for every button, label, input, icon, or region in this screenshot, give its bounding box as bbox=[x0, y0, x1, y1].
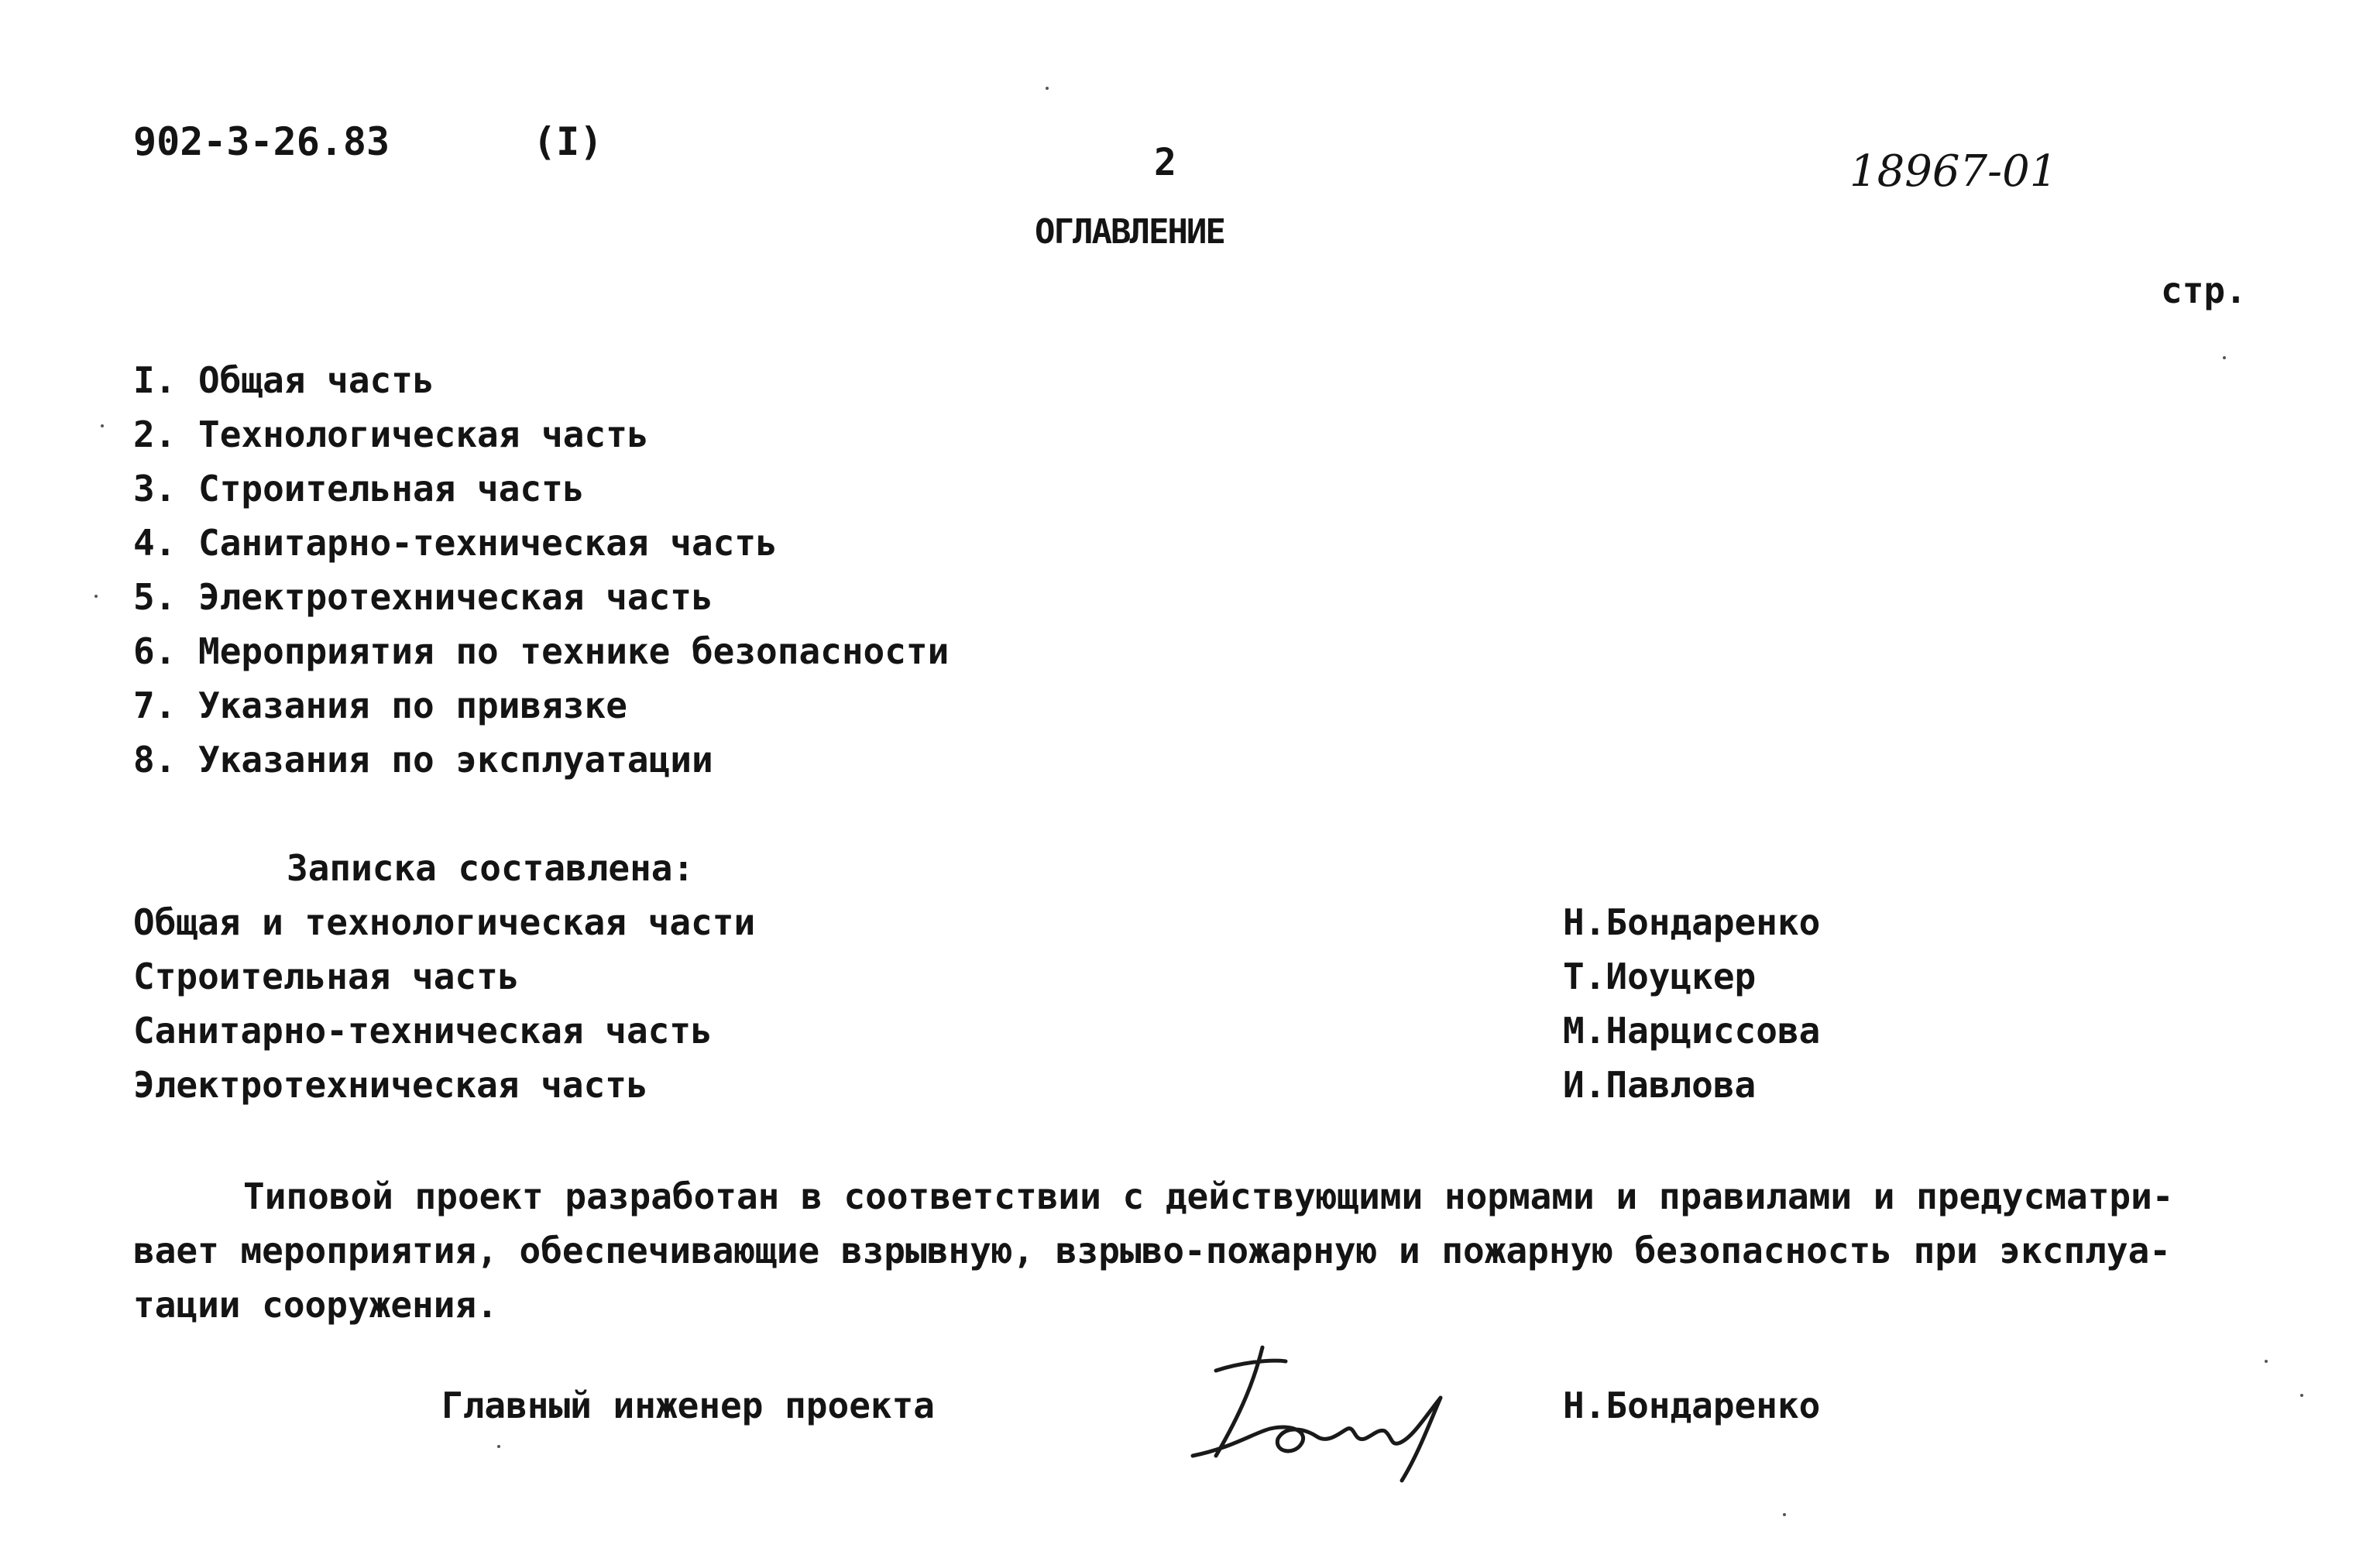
page-title: ОГЛАВЛЕНИЕ bbox=[1035, 212, 1224, 252]
author-name: Т.Иоуцкер bbox=[1563, 956, 1757, 997]
author-section: Электротехническая часть bbox=[133, 1064, 648, 1106]
toc-item bbox=[133, 522, 778, 564]
handwritten-signature bbox=[1169, 1340, 1495, 1487]
toc-item-text: Мероприятия по технике безопасности bbox=[198, 630, 950, 672]
author-name: М.Нарциссова bbox=[1563, 1010, 1821, 1052]
author-section: Санитарно-техническая часть bbox=[133, 1010, 713, 1052]
toc-item-number: 4. bbox=[133, 522, 177, 564]
chief-engineer-title: Главный инженер проекта bbox=[441, 1385, 935, 1426]
toc-item-text: Указания по привязке bbox=[198, 685, 627, 726]
document-code: 902-3-26.83 bbox=[133, 119, 390, 164]
toc-item-text: Общая часть bbox=[198, 359, 434, 401]
page-number: 2 bbox=[1154, 141, 1176, 184]
toc-item-text: Технологическая часть bbox=[198, 414, 649, 455]
scan-speck bbox=[1783, 1513, 1786, 1516]
toc-item bbox=[133, 414, 649, 455]
toc-item-number: 8. bbox=[133, 739, 177, 781]
scan-speck bbox=[94, 595, 98, 598]
toc-item bbox=[133, 359, 434, 401]
toc-item-number: 3. bbox=[133, 468, 177, 510]
part-number: (I) bbox=[533, 119, 603, 164]
page-column-label: стр. bbox=[2161, 269, 2247, 311]
scan-speck bbox=[2300, 1394, 2303, 1397]
scan-speck bbox=[1046, 87, 1049, 90]
author-name: И.Павлова bbox=[1563, 1064, 1757, 1106]
author-section: Общая и технологическая части bbox=[133, 901, 756, 943]
scan-speck bbox=[2223, 356, 2226, 359]
toc-item-number: 5. bbox=[133, 576, 177, 618]
toc-item bbox=[133, 630, 950, 672]
toc-item bbox=[133, 685, 627, 726]
scan-speck bbox=[2265, 1360, 2268, 1363]
scan-speck bbox=[497, 1445, 500, 1448]
toc-item bbox=[133, 739, 713, 781]
inventory-stamp-number: 18967-01 bbox=[1849, 146, 2058, 197]
toc-item-number: 6. bbox=[133, 630, 177, 672]
toc-item bbox=[133, 468, 585, 510]
scan-speck bbox=[101, 424, 104, 427]
toc-item-text: Строительная часть bbox=[198, 468, 585, 510]
statement-line: тации сооружения. bbox=[133, 1284, 498, 1326]
toc-item-text: Электротехническая часть bbox=[198, 576, 713, 618]
toc-item-number: I. bbox=[133, 359, 177, 401]
toc-item-text: Санитарно-техническая часть bbox=[198, 522, 778, 564]
author-name: Н.Бондаренко bbox=[1563, 901, 1821, 943]
statement-line: Типовой проект разработан в соответствии с действующими нормами и правилами и предусматри- bbox=[243, 1175, 2174, 1217]
authors-heading: Записка составлена: bbox=[287, 847, 695, 889]
chief-engineer-name: Н.Бондаренко bbox=[1563, 1385, 1821, 1426]
toc-item-number: 7. bbox=[133, 685, 177, 726]
toc-item-text: Указания по эксплуатации bbox=[198, 739, 713, 781]
toc-item bbox=[133, 576, 713, 618]
statement-line: вает мероприятия, обеспечивающие взрывную, взрыво-пожарную и пожарную безопасность при эксплуа- bbox=[133, 1230, 2171, 1271]
toc-item-number: 2. bbox=[133, 414, 177, 455]
author-section: Строительная часть bbox=[133, 956, 520, 997]
compliance-statement bbox=[133, 1169, 2224, 1332]
